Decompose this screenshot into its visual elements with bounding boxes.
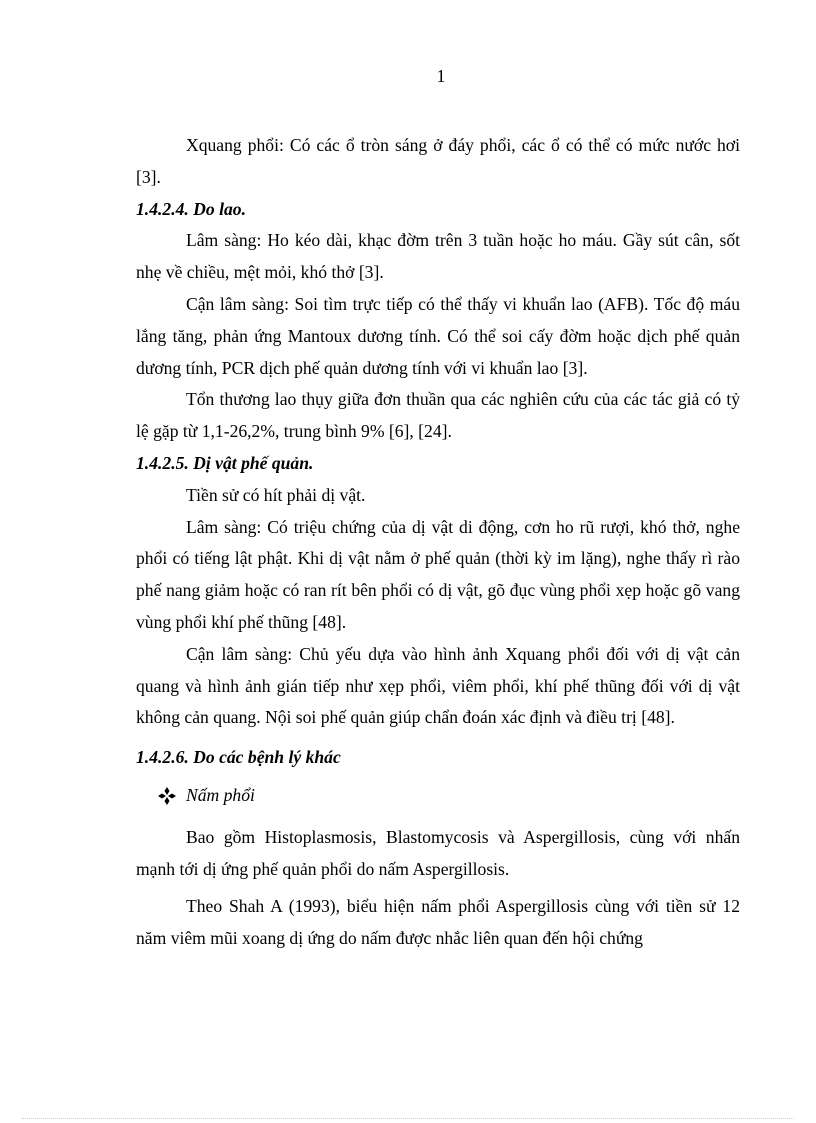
page-bottom-divider [22, 1118, 794, 1119]
document-body [136, 130, 740, 955]
heading-foreign-body: 1.4.2.5. Dị vật phế quản. [136, 452, 314, 473]
paragraph-tb-rate: Tổn thương lao thụy giữa đơn thuần qua các nghiên cứu của các tác giả có tỷ lệ gặp từ 1,1-26,2%, trung bình 9% [6], [24]. [136, 389, 740, 442]
diamond-bullet-icon [158, 787, 176, 805]
heading-tuberculosis: 1.4.2.4. Do lao. [136, 198, 246, 219]
bullet-fungal-lung [158, 780, 740, 812]
bullet-label: Nấm phổi [186, 784, 255, 805]
heading-other-diseases: 1.4.2.6. Do các bệnh lý khác [136, 747, 341, 768]
paragraph-tb-clinical: Lâm sàng: Ho kéo dài, khạc đờm trên 3 tuần hoặc ho máu. Gầy sút cân, sốt nhẹ về chiều, mệt mỏi, khó thở [3]. [136, 230, 740, 283]
paragraph-fungal-types: Bao gồm Histoplasmosis, Blastomycosis và Aspergillosis, cùng với nhấn mạnh tới dị ứng phế quản phổi do nấm Aspergillosis. [136, 826, 740, 879]
paragraph-tb-paraclinical: Cận lâm sàng: Soi tìm trực tiếp có thể thấy vi khuẩn lao (AFB). Tốc độ máu lắng tăng, phản ứng Mantoux dương tính. Có thể soi cấy đờm hoặc dịch phế quản dương tính, PCR dịch phế quản dương tính với vi khuẩn lao [3]. [136, 293, 740, 378]
paragraph-shah-study: Theo Shah A (1993), biểu hiện nấm phổi Aspergillosis cùng với tiền sử 12 năm viêm mũi xoang dị ứng do nấm được nhắc liên quan đến hội chứng [136, 896, 740, 949]
paragraph-xray-lung: Xquang phổi: Có các ổ tròn sáng ở đáy phổi, các ổ có thể có mức nước hơi [3]. [136, 135, 740, 187]
page-number: 1 [436, 66, 446, 86]
paragraph-fb-paraclinical: Cận lâm sàng: Chủ yếu dựa vào hình ảnh Xquang phổi đối với dị vật cản quang và hình ảnh gián tiếp như xẹp phổi, viêm phổi, khí phế thũng đối với dị vật không cản quang. Nội soi phế quản giúp chẩn đoán xác định và điều trị [48]. [136, 643, 740, 728]
paragraph-history: Tiền sử có hít phải dị vật. [186, 484, 366, 505]
paragraph-fb-clinical: Lâm sàng: Có triệu chứng của dị vật di động, cơn ho rũ rượi, khó thở, nghe phổi có tiếng lật phật. Khi dị vật nằm ở phế quản (thời kỳ im lặng), nghe thấy rì rào phế nang giảm hoặc có ran rít bên phổi có dị vật, gõ đục vùng phổi xẹp hoặc gõ vang vùng phổi khí phế thũng [48]. [136, 516, 740, 632]
